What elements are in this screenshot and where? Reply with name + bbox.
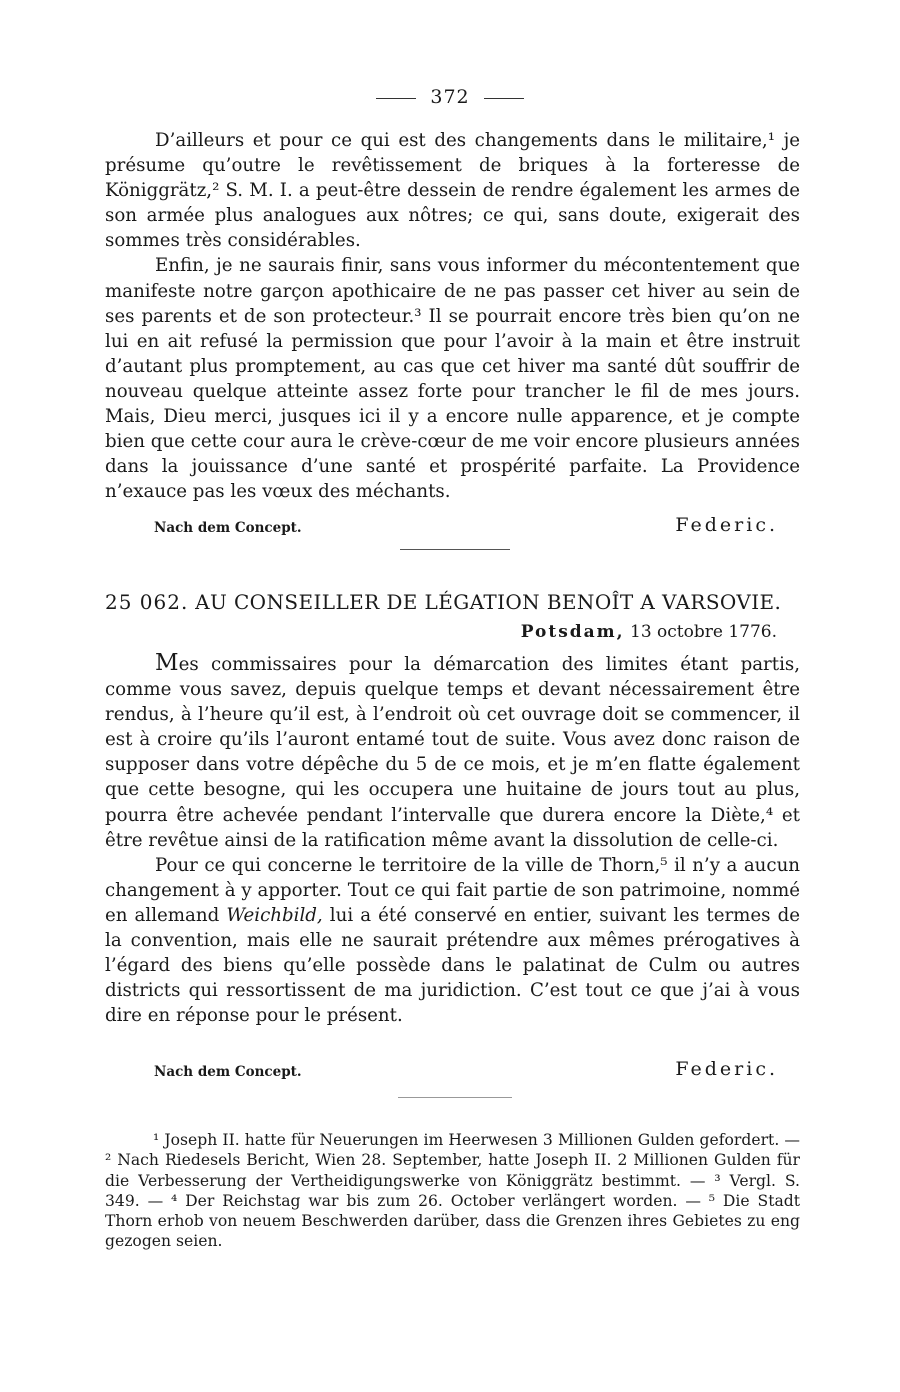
page-header <box>0 86 900 108</box>
header-dash-left <box>376 98 416 99</box>
footnotes: ¹ Joseph II. hatte für Neuerungen im Heerwesen 3 Millionen Gulden gefordert. — ² Nach Riedesels Bericht, Wien 28. September, hatte Joseph II. 2 Millionen Gulden für die Verbesserung der Vertheidigungswerke von Königgrätz bestimmt. — ³ Vergl. S. 349. — ⁴ Der Reichstag war bis zum 26. October verlängert worden. — ⁵ Die Stadt Thorn erhob von neuem Beschwerden darüber, dass die Grenzen ihres Gebietes zu eng gezogen seien. <box>105 1131 800 1251</box>
footnote-divider <box>398 1097 512 1098</box>
signature: Federic. <box>675 1058 778 1080</box>
paragraph <box>105 651 800 853</box>
paragraph-text: Pour ce qui concerne le territoire de la ville de Thorn,⁵ il n’y a aucun changement à y apporter. Tout ce qui fait partie de son patrimoine, nommé en allemand <box>105 854 800 926</box>
letter-title: AU CONSEILLER DE LÉGATION BENOÎT A VARSOVIE. <box>195 590 782 614</box>
header-dash-right <box>484 98 524 99</box>
letter-body <box>105 651 800 1028</box>
section-divider <box>400 549 510 550</box>
letter-dateline <box>521 622 777 642</box>
letter-heading <box>105 590 800 614</box>
signature: Federic. <box>675 514 778 536</box>
initial-letter: M <box>155 650 179 676</box>
date-place: Potsdam, <box>520 622 625 642</box>
letter-number: 25 062. <box>105 590 189 614</box>
paragraph: Enfin, je ne saurais finir, sans vous informer du mécontentement que manifeste notre garçon apothicaire de ne pas passer cet hiver au sein de ses parents et de son protecteur.³ Il se pourrait encore très bien qu’on ne lui en ait refusé la permission que pour l’avoir à la main et être instruit d’autant plus promptement, au cas que cet hiver ma santé dût souffrir de nouveau quelque atteinte assez forte pour trancher le fil de mes jours. Mais, Dieu merci, jusques ici il y a encore nulle apparence, et je compte bien que cette cour aura le crève-cœur de me voir encore plusieurs années dans la jouissance d’une santé et prospérité parfaite. La Providence n’exauce pas les vœux des méchants. <box>105 255 800 503</box>
letter-closing <box>154 514 778 538</box>
paragraph-text: es commissaires pour la démarcation des limites étant partis, comme vous savez, depuis quelque temps et devant nécessairement être rendus, à l’heure qu’il est, à l’endroit où cet ouvrage doit se commencer, il est à croire qu’ils l’auront entamé tout de suite. Vous avez donc raison de supposer dans votre dépêche du 5 de ce mois, et je m’en flatte également que cette besogne, qui les occupera une huitaine de jours tout au plus, pourra être achevée pendant l’intervalle que durera encore la Diète,⁴ et être revêtue ainsi de la ratification même avant la dissolution de celle-ci. <box>105 654 800 851</box>
letter-continuation-body <box>105 128 800 504</box>
page-number: 372 <box>430 86 470 108</box>
source-note: Nach dem Concept. <box>154 520 302 536</box>
source-note: Nach dem Concept. <box>154 1064 302 1080</box>
paragraph <box>105 853 800 1029</box>
letter-closing <box>154 1058 778 1082</box>
italic-term: Weichbild, <box>226 904 323 926</box>
paragraph: D’ailleurs et pour ce qui est des changements dans le militaire,¹ je présume qu’outre le revêtissement de briques à la forteresse de Königgrätz,² S. M. I. a peut-être dessein de rendre également les armes de son armée plus analogues aux nôtres; ce qui, sans doute, exigerait des sommes très considérables. <box>105 130 800 252</box>
paragraph-text: lui a été conservé en entier, suivant les termes de la convention, mais elle ne saurait prétendre aux mêmes prérogatives à l’égard des biens qu’elle possède dans le palatinat de Culm ou autres districts qui ressortissent de ma juridiction. C’est tout ce que j’ai à vous dire en réponse pour le présent. <box>105 904 800 1027</box>
date: 13 octobre 1776. <box>630 622 777 642</box>
